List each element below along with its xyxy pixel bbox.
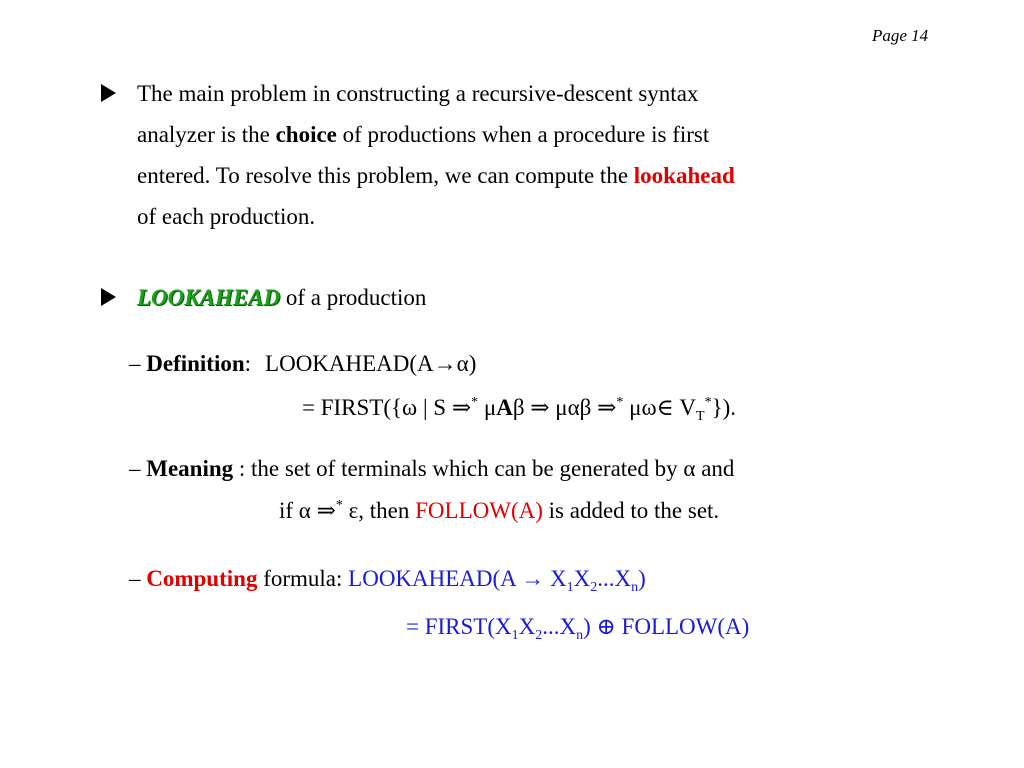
computing-line1: – Computing formula: LOOKAHEAD(A → $X_1X_2...X_n$) bbox=[129, 566, 646, 595]
lookahead-keyword: lookahead bbox=[633, 163, 735, 188]
computing-label: Computing bbox=[146, 566, 258, 591]
computing-formula: LOOKAHEAD(A → $X_1X_2...X_n$) bbox=[348, 566, 646, 595]
bullet1-line2: analyzer is the choice of productions when a procedure is first bbox=[137, 122, 710, 147]
definition-line2: = FIRST({ω | S ⇒* μAβ ⇒ μαβ ⇒* μω∈ $V_T^*$}). bbox=[302, 395, 737, 424]
meaning-line2: if α ⇒* ε, then FOLLOW(A) is added to the set. bbox=[279, 498, 720, 523]
definition-label: Definition bbox=[146, 351, 245, 376]
lookahead-title: LOOKAHEAD bbox=[137, 285, 281, 310]
bullet1-line1: The main problem in constructing a recursive-descent syntax bbox=[137, 81, 699, 106]
bullet2-heading: LOOKAHEAD of a production bbox=[137, 285, 427, 310]
bullet1-line3: entered. To resolve this problem, we can compute the lookahead bbox=[137, 163, 735, 188]
follow-text: FOLLOW(A) bbox=[415, 498, 543, 523]
page-number: Page 14 bbox=[872, 26, 929, 45]
bullet-arrow-icon bbox=[101, 288, 116, 306]
choice-keyword: choice bbox=[275, 122, 337, 147]
computing-line2: = $FIRST(X_1X_2...X_n)$ ⊕ FOLLOW(A) bbox=[406, 614, 750, 643]
bullet1-line4: of each production. bbox=[137, 204, 316, 229]
definition-line1: – Definition: LOOKAHEAD(A→α) bbox=[129, 351, 477, 376]
meaning-label: Meaning bbox=[146, 456, 234, 481]
meaning-line1: – Meaning : the set of terminals which can be generated by α and bbox=[129, 456, 735, 481]
definition-expr: LOOKAHEAD(A→α) bbox=[265, 351, 477, 376]
bullet-arrow-icon bbox=[101, 84, 116, 102]
